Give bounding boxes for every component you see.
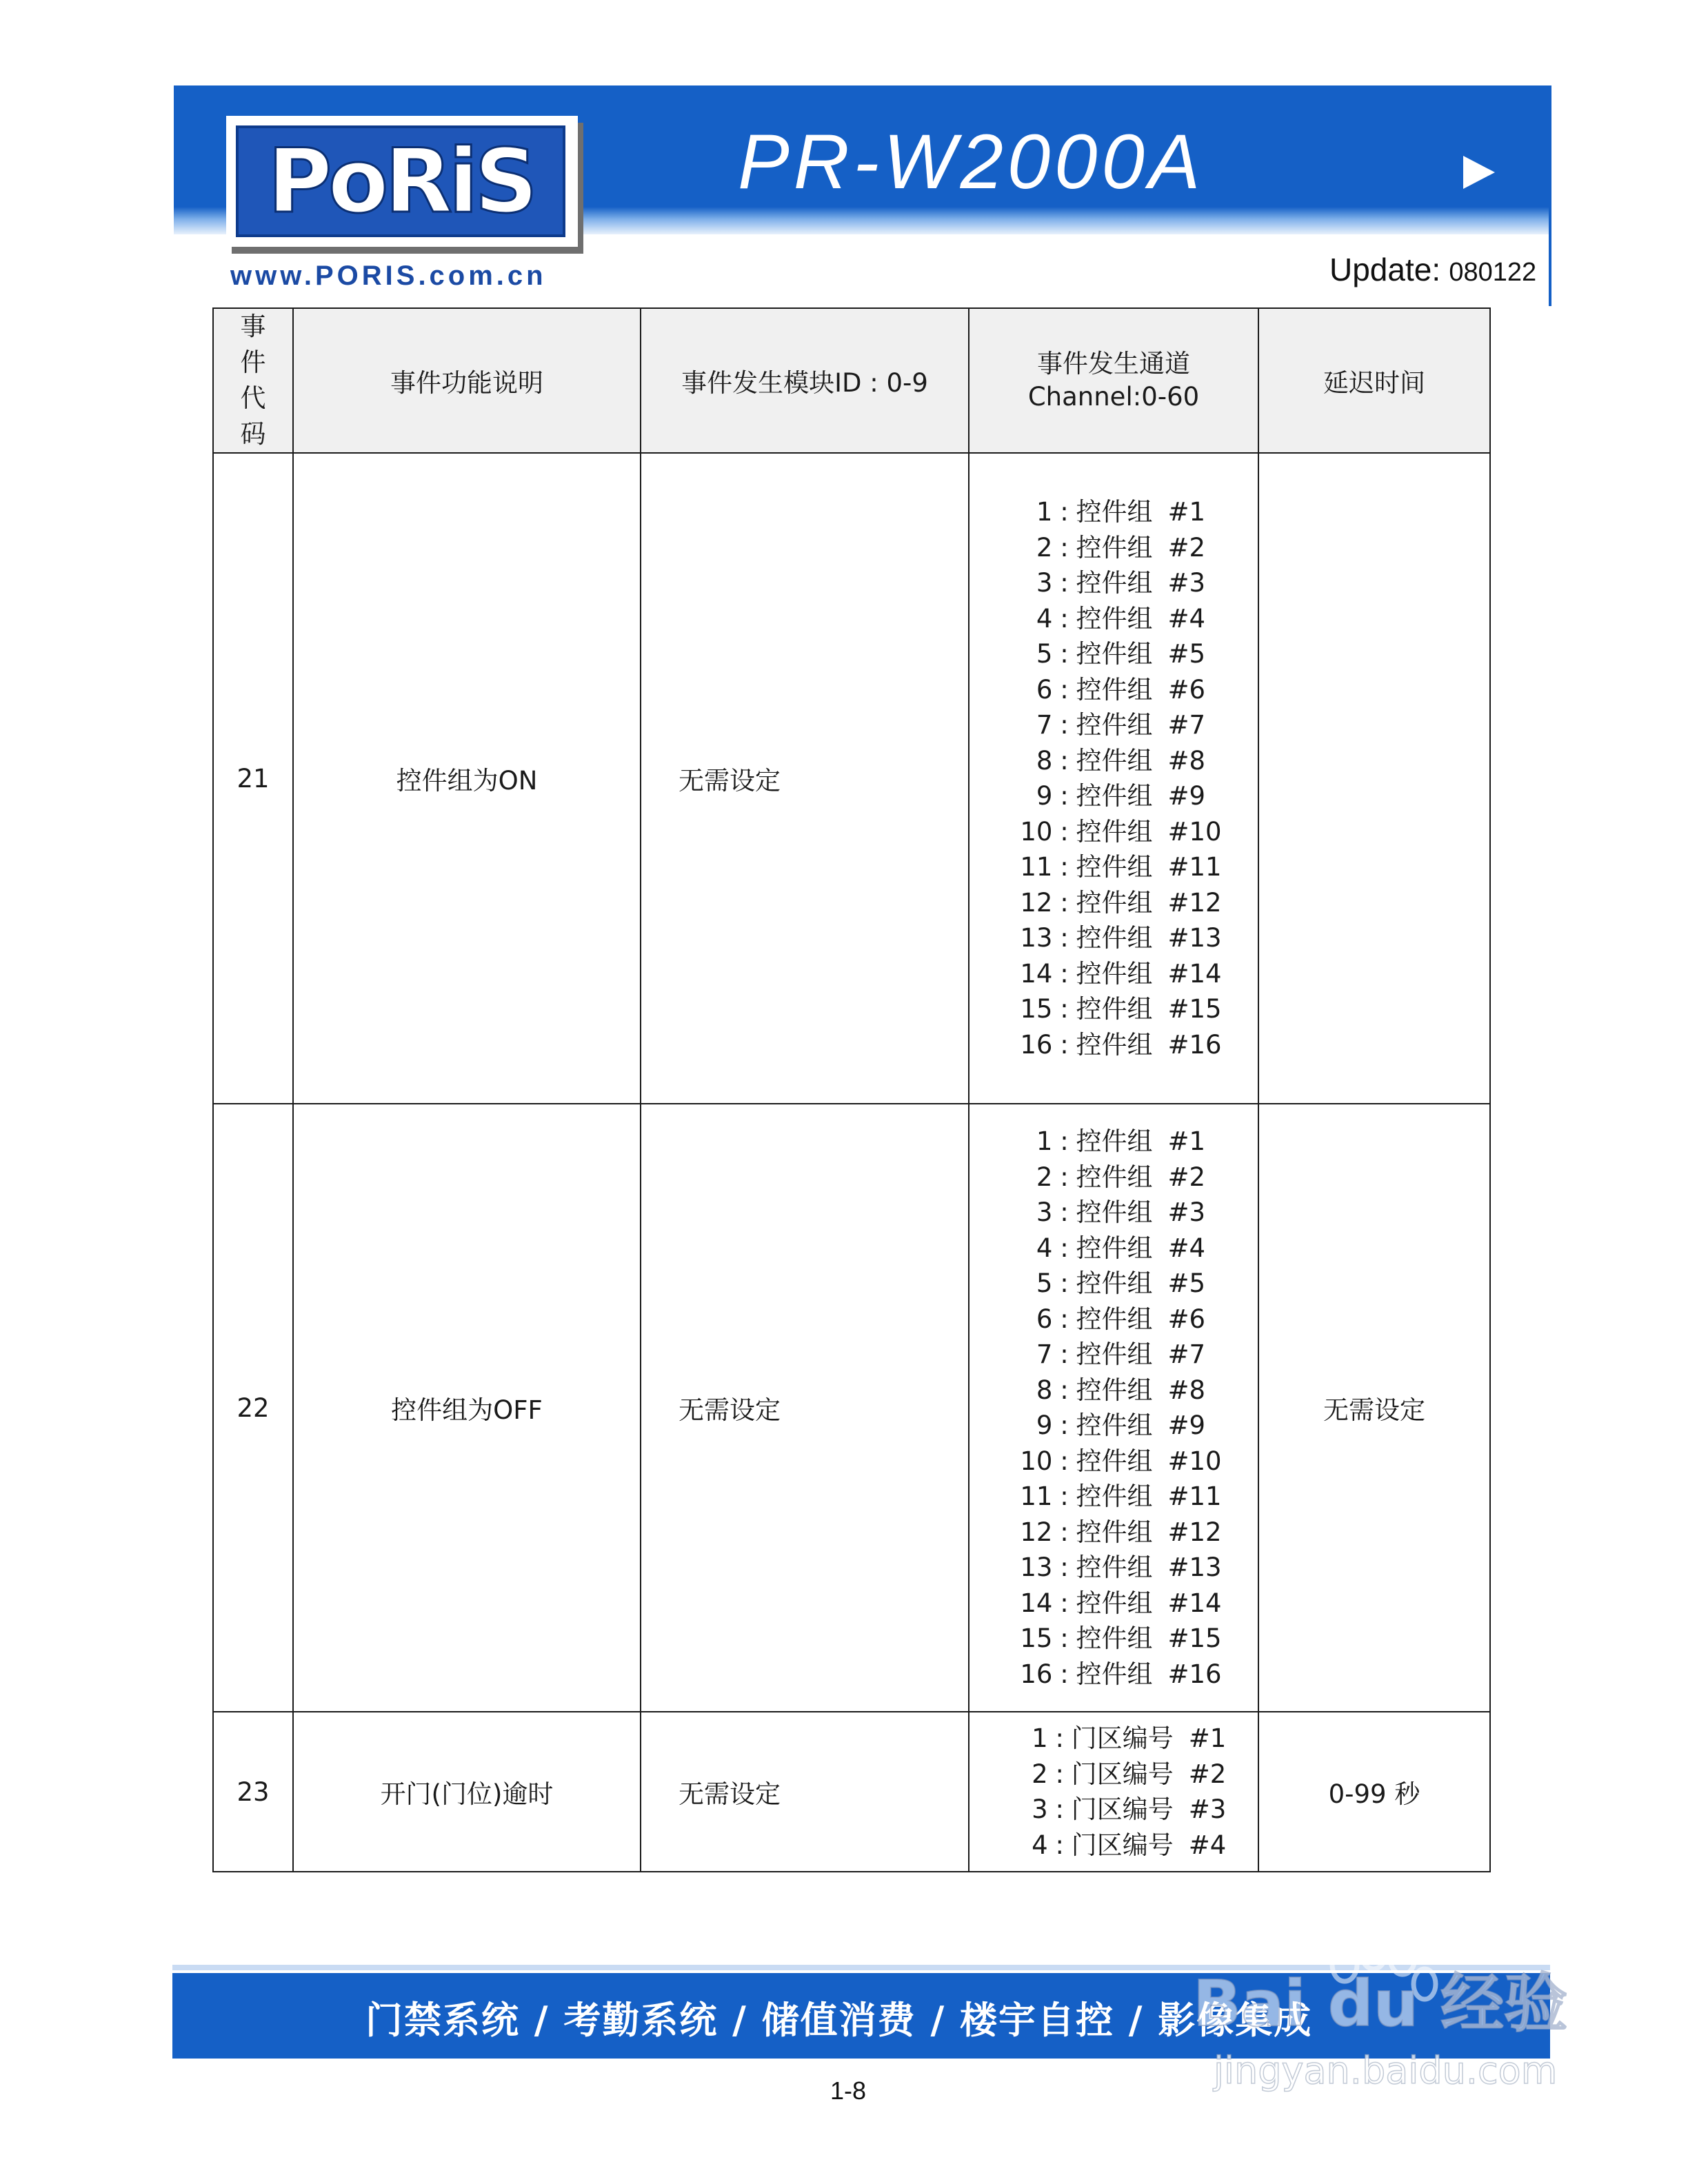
channel-id: #15 <box>1167 994 1222 1024</box>
channel-entry <box>1005 601 1221 637</box>
channel-id: #6 <box>1167 1304 1205 1334</box>
channel-id: #11 <box>1167 852 1222 882</box>
channel-entry <box>1005 743 1221 779</box>
channel-separator: : <box>1060 1197 1069 1227</box>
channel-number: 15 <box>1020 994 1053 1024</box>
channel-separator: : <box>1060 1233 1069 1263</box>
channel-number: 6 <box>1036 1304 1053 1334</box>
channel-entry <box>1005 707 1221 743</box>
channel-label: 控件组 <box>1076 1375 1153 1405</box>
footer-slogan-text: 门禁系统 / 考勤系统 / 储值消费 / 楼宇自控 / 影像集成 <box>365 1999 1313 2042</box>
channel-separator: : <box>1060 1339 1069 1369</box>
website-url: www.PORIS.com.cn <box>230 261 547 291</box>
channel-id: #1 <box>1188 1723 1227 1753</box>
channel-number: 11 <box>1020 852 1053 882</box>
channel-separator: : <box>1060 674 1069 705</box>
channel-id: #7 <box>1167 1339 1205 1369</box>
channel-entry <box>1005 1373 1221 1408</box>
logo-plate <box>236 125 565 237</box>
channel-id: #3 <box>1167 1197 1205 1227</box>
channel-number: 15 <box>1020 1624 1053 1653</box>
channel-entry <box>1005 1231 1221 1266</box>
channel-entry <box>1005 1408 1221 1444</box>
channel-id: #10 <box>1167 816 1222 847</box>
event-code: 23 <box>213 1712 293 1872</box>
event-function: 控件组为ON <box>293 453 641 1104</box>
channel-id: #16 <box>1167 1029 1222 1060</box>
channel-entry <box>1005 778 1221 814</box>
channel-separator: : <box>1060 887 1069 918</box>
channel-separator: : <box>1060 1659 1069 1689</box>
col-header-code-char: 码 <box>240 419 266 449</box>
channel-separator: : <box>1060 497 1069 527</box>
channel-label: 控件组 <box>1076 1624 1153 1653</box>
channel-separator: : <box>1055 1794 1064 1824</box>
channel-id: #12 <box>1167 1517 1222 1547</box>
channel-entry <box>1005 1444 1221 1479</box>
channel-label: 控件组 <box>1076 1553 1153 1582</box>
channel-entry <box>1005 636 1221 672</box>
event-module: 无需设定 <box>641 453 969 1104</box>
channel-entry <box>1005 1550 1221 1586</box>
play-arrow-icon <box>1463 156 1495 189</box>
channel-number: 10 <box>1020 816 1053 847</box>
channel-number: 12 <box>1020 887 1053 918</box>
channel-label: 控件组 <box>1076 887 1153 918</box>
channel-entry <box>1005 565 1221 601</box>
channel-separator: : <box>1060 958 1069 989</box>
channel-entry <box>1001 1828 1227 1863</box>
channel-label: 控件组 <box>1076 1410 1153 1440</box>
channel-separator: : <box>1060 1375 1069 1405</box>
channel-number: 12 <box>1020 1517 1053 1547</box>
col-header-code-char: 件 <box>240 347 266 377</box>
channel-number: 2 <box>1036 1162 1053 1192</box>
channel-label: 控件组 <box>1076 745 1153 776</box>
channel-number: 1 <box>1036 1126 1053 1156</box>
col-header-code-char: 代 <box>240 383 266 413</box>
channel-entry <box>1005 1479 1221 1515</box>
channel-id: #15 <box>1167 1624 1222 1653</box>
channel-number: 8 <box>1036 745 1053 776</box>
table-row <box>213 1104 1490 1712</box>
channel-number: 16 <box>1020 1029 1053 1060</box>
event-channels <box>969 1104 1258 1712</box>
channel-label: 控件组 <box>1076 603 1153 634</box>
watermark-url: jingyan.baidu.com <box>1214 2049 1558 2092</box>
event-delay <box>1258 453 1490 1104</box>
channel-number: 5 <box>1036 1268 1053 1298</box>
channel-separator: : <box>1060 781 1069 811</box>
channel-id: #2 <box>1167 532 1205 563</box>
table-row <box>213 1712 1490 1872</box>
channel-id: #12 <box>1167 887 1222 918</box>
channel-id: #3 <box>1188 1794 1227 1824</box>
channel-id: #4 <box>1188 1830 1227 1860</box>
channel-label: 控件组 <box>1076 1126 1153 1156</box>
page-number: 1-8 <box>830 2076 867 2105</box>
event-code: 21 <box>213 453 293 1104</box>
channel-label: 控件组 <box>1076 1659 1153 1689</box>
channel-number: 16 <box>1020 1659 1053 1689</box>
channel-entry <box>1005 1027 1221 1063</box>
channel-id: #7 <box>1167 710 1205 740</box>
logo-text: PoRiS <box>267 130 534 233</box>
channel-number: 5 <box>1036 639 1053 669</box>
channel-id: #6 <box>1167 674 1205 705</box>
col-header-code-text <box>214 309 292 452</box>
channel-label: 控件组 <box>1076 497 1153 527</box>
channel-number: 3 <box>1036 568 1053 598</box>
channel-number: 8 <box>1036 1375 1053 1405</box>
channel-id: #3 <box>1167 568 1205 598</box>
event-delay: 0-99 秒 <box>1258 1712 1490 1872</box>
channel-entry <box>1005 1195 1221 1231</box>
channel-entry <box>1005 1124 1221 1160</box>
channel-label: 门区编号 <box>1071 1759 1174 1789</box>
channel-id: #1 <box>1167 497 1205 527</box>
channel-number: 11 <box>1020 1482 1053 1511</box>
channel-separator: : <box>1060 639 1069 669</box>
event-module: 无需设定 <box>641 1104 969 1712</box>
channel-label: 控件组 <box>1076 1588 1153 1618</box>
col-header-code-char: 事 <box>240 312 266 341</box>
channel-label: 控件组 <box>1076 816 1153 847</box>
channel-entry <box>1001 1721 1227 1757</box>
channel-entry <box>1005 1657 1221 1692</box>
channel-number: 14 <box>1020 958 1053 989</box>
channel-number: 9 <box>1036 1410 1053 1440</box>
channel-entry <box>1005 920 1221 956</box>
channel-entry <box>1005 1515 1221 1550</box>
channel-label: 控件组 <box>1076 1029 1153 1060</box>
channel-number: 6 <box>1036 674 1053 705</box>
channel-id: #14 <box>1167 1588 1222 1618</box>
header-divider <box>1549 85 1551 306</box>
channel-label: 控件组 <box>1076 958 1153 989</box>
channel-separator: : <box>1060 1517 1069 1547</box>
channel-number: 2 <box>1036 532 1053 563</box>
channel-number: 14 <box>1020 1588 1053 1618</box>
watermark-text: Bai du 经验 <box>1193 1967 1568 2041</box>
col-header-channel-line2: Channel:0-60 <box>1027 382 1200 412</box>
channel-id: #14 <box>1167 958 1222 989</box>
channel-separator: : <box>1060 1126 1069 1156</box>
channel-separator: : <box>1060 816 1069 847</box>
channel-number: 7 <box>1036 710 1053 740</box>
event-channels <box>969 453 1258 1104</box>
channel-label: 控件组 <box>1076 1517 1153 1547</box>
channel-separator: : <box>1060 1304 1069 1334</box>
channel-number: 1 <box>1036 497 1053 527</box>
channel-id: #1 <box>1167 1126 1205 1156</box>
channel-separator: : <box>1060 568 1069 598</box>
update-value: 080122 <box>1449 258 1537 287</box>
channel-id: #13 <box>1167 1553 1222 1582</box>
channel-number: 3 <box>1036 1197 1053 1227</box>
channel-label: 控件组 <box>1076 1162 1153 1192</box>
channel-entry <box>1005 885 1221 921</box>
channel-separator: : <box>1060 1446 1069 1476</box>
channel-label: 控件组 <box>1076 852 1153 882</box>
channel-number: 9 <box>1036 781 1053 811</box>
channel-separator: : <box>1055 1723 1064 1753</box>
col-header-function: 事件功能说明 <box>293 308 641 453</box>
channel-entry <box>1005 1160 1221 1195</box>
channel-id: #8 <box>1167 745 1205 776</box>
channel-entry <box>1001 1757 1227 1792</box>
channel-separator: : <box>1060 1624 1069 1653</box>
channel-label: 控件组 <box>1076 1233 1153 1263</box>
table-header-row <box>213 308 1490 453</box>
channel-id: #5 <box>1167 639 1205 669</box>
event-module: 无需设定 <box>641 1712 969 1872</box>
channel-label: 控件组 <box>1076 1268 1153 1298</box>
channel-entry <box>1005 1337 1221 1373</box>
channel-entry <box>1005 956 1221 992</box>
channel-separator: : <box>1060 1268 1069 1298</box>
col-header-channel-line1: 事件发生通道 <box>1037 349 1190 378</box>
channel-number: 4 <box>1036 1233 1053 1263</box>
channel-label: 控件组 <box>1076 1339 1153 1369</box>
channel-label: 控件组 <box>1076 1446 1153 1476</box>
channel-entry <box>1005 814 1221 850</box>
update-label: Update: <box>1329 252 1441 287</box>
channel-entry <box>1005 1266 1221 1302</box>
channel-number: 2 <box>1032 1759 1048 1789</box>
event-function: 控件组为OFF <box>293 1104 641 1712</box>
event-code: 22 <box>213 1104 293 1712</box>
channel-label: 控件组 <box>1076 532 1153 563</box>
channel-id: #10 <box>1167 1446 1222 1476</box>
channel-entry <box>1005 530 1221 566</box>
col-header-module: 事件发生模块ID : 0-9 <box>641 308 969 453</box>
channel-separator: : <box>1055 1759 1064 1789</box>
channel-number: 7 <box>1036 1339 1053 1369</box>
channel-separator: : <box>1055 1830 1064 1860</box>
col-header-channel <box>969 308 1258 453</box>
channel-number: 10 <box>1020 1446 1053 1476</box>
event-table <box>212 307 1491 1872</box>
channel-entry <box>1005 1586 1221 1621</box>
event-channels <box>969 1712 1258 1872</box>
channel-label: 控件组 <box>1076 1304 1153 1334</box>
col-header-code <box>213 308 293 453</box>
channel-id: #4 <box>1167 1233 1205 1263</box>
channel-id: #16 <box>1167 1659 1222 1689</box>
channel-label: 门区编号 <box>1071 1794 1174 1824</box>
channel-list <box>1001 1721 1227 1863</box>
channel-number: 4 <box>1036 603 1053 634</box>
model-title: PR-W2000A <box>738 119 1205 205</box>
update-stamp <box>1329 251 1536 288</box>
channel-separator: : <box>1060 1410 1069 1440</box>
channel-label: 控件组 <box>1076 1482 1153 1511</box>
channel-separator: : <box>1060 1162 1069 1192</box>
channel-separator: : <box>1060 923 1069 953</box>
channel-number: 1 <box>1032 1723 1048 1753</box>
channel-label: 控件组 <box>1076 994 1153 1024</box>
channel-separator: : <box>1060 532 1069 563</box>
channel-separator: : <box>1060 852 1069 882</box>
channel-number: 4 <box>1032 1830 1048 1860</box>
event-function: 开门(门位)逾时 <box>293 1712 641 1872</box>
channel-number: 13 <box>1020 923 1053 953</box>
channel-entry <box>1005 991 1221 1027</box>
col-header-delay: 延迟时间 <box>1258 308 1490 453</box>
channel-label: 控件组 <box>1076 674 1153 705</box>
channel-separator: : <box>1060 994 1069 1024</box>
channel-label: 控件组 <box>1076 568 1153 598</box>
channel-id: #11 <box>1167 1482 1222 1511</box>
channel-label: 控件组 <box>1076 923 1153 953</box>
channel-id: #13 <box>1167 923 1222 953</box>
channel-separator: : <box>1060 1482 1069 1511</box>
table-row <box>213 453 1490 1104</box>
channel-separator: : <box>1060 745 1069 776</box>
channel-list <box>1005 494 1221 1062</box>
channel-label: 门区编号 <box>1071 1830 1174 1860</box>
channel-separator: : <box>1060 710 1069 740</box>
channel-number: 3 <box>1032 1794 1048 1824</box>
channel-entry <box>1005 494 1221 530</box>
channel-separator: : <box>1060 1553 1069 1582</box>
channel-separator: : <box>1060 603 1069 634</box>
channel-entry <box>1005 1621 1221 1657</box>
baidu-watermark <box>1186 1910 1572 2103</box>
channel-label: 门区编号 <box>1071 1723 1174 1753</box>
channel-list <box>1005 1124 1221 1692</box>
channel-id: #4 <box>1167 603 1205 634</box>
channel-id: #9 <box>1167 1410 1205 1440</box>
channel-separator: : <box>1060 1588 1069 1618</box>
channel-entry <box>1001 1792 1227 1828</box>
channel-id: #9 <box>1167 781 1205 811</box>
event-delay: 无需设定 <box>1258 1104 1490 1712</box>
channel-label: 控件组 <box>1076 781 1153 811</box>
channel-id: #8 <box>1167 1375 1205 1405</box>
channel-id: #5 <box>1167 1268 1205 1298</box>
channel-label: 控件组 <box>1076 1197 1153 1227</box>
channel-entry <box>1005 1302 1221 1337</box>
channel-label: 控件组 <box>1076 639 1153 669</box>
channel-entry <box>1005 672 1221 708</box>
channel-separator: : <box>1060 1029 1069 1060</box>
channel-label: 控件组 <box>1076 710 1153 740</box>
channel-id: #2 <box>1188 1759 1227 1789</box>
channel-number: 13 <box>1020 1553 1053 1582</box>
channel-id: #2 <box>1167 1162 1205 1192</box>
poris-logo <box>226 116 578 247</box>
channel-entry <box>1005 849 1221 885</box>
